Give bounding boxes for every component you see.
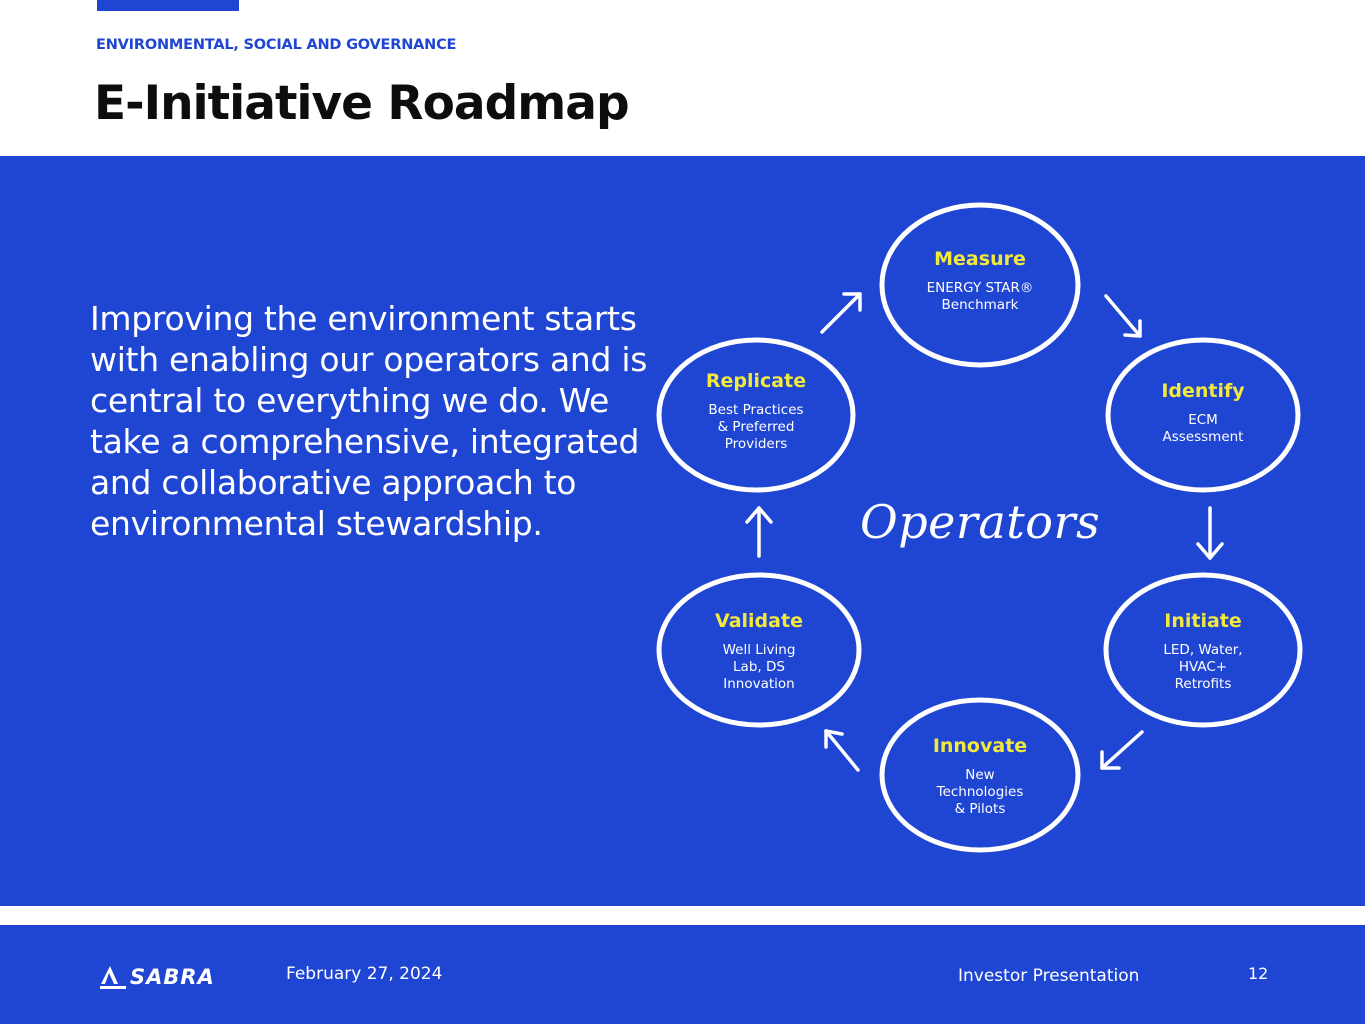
stage-title: Initiate — [1164, 610, 1242, 632]
intro-paragraph: Improving the environment starts with enabling our operators and is central to everything we do. We take a comprehensive, integrated and collaborative approach to environmental stewardship. — [90, 299, 648, 543]
top-accent-bar — [97, 0, 239, 11]
operators-label: Operators — [860, 495, 1101, 549]
presentation-date: February 27, 2024 — [286, 964, 443, 984]
stage-detail: Well Living Lab, DS Innovation — [722, 642, 796, 692]
page-title: E-Initiative Roadmap — [94, 76, 629, 131]
stage-identify — [1103, 380, 1303, 446]
stage-title: Measure — [934, 248, 1026, 270]
stage-title: Identify — [1161, 380, 1245, 402]
stage-detail: Best Practices & Preferred Providers — [708, 402, 804, 452]
presentation-name: Investor Presentation — [958, 966, 1140, 986]
stage-title: Innovate — [932, 735, 1028, 757]
stage-title: Replicate — [705, 370, 807, 392]
stage-validate — [659, 610, 859, 693]
stage-replicate — [656, 370, 856, 453]
stage-innovate — [880, 735, 1080, 818]
stage-detail: ECM Assessment — [1162, 412, 1244, 445]
stage-detail: ENERGY STAR® Benchmark — [926, 280, 1034, 313]
stage-detail: New Technologies & Pilots — [936, 767, 1024, 817]
section-eyebrow: ENVIRONMENTAL, SOCIAL AND GOVERNANCE — [96, 37, 457, 53]
arrow-replicate-to-measure — [822, 294, 860, 332]
arrow-measure-to-identify — [1106, 296, 1140, 336]
roadmap-diagram — [628, 190, 1348, 870]
arrow-initiate-to-innovate — [1102, 732, 1142, 768]
arrow-identify-to-initiate — [1198, 508, 1222, 558]
arrow-validate-to-replicate — [747, 508, 771, 556]
page-number: 12 — [1248, 964, 1269, 983]
sabra-logo-icon — [100, 966, 126, 989]
stage-detail: LED, Water, HVAC+ Retrofits — [1163, 642, 1243, 692]
stage-title: Validate — [715, 610, 803, 632]
sabra-logo — [100, 962, 240, 990]
arrow-innovate-to-validate — [826, 731, 858, 770]
stage-measure — [880, 248, 1080, 314]
sabra-logo-text: SABRA — [130, 965, 215, 989]
stage-initiate — [1103, 610, 1303, 693]
